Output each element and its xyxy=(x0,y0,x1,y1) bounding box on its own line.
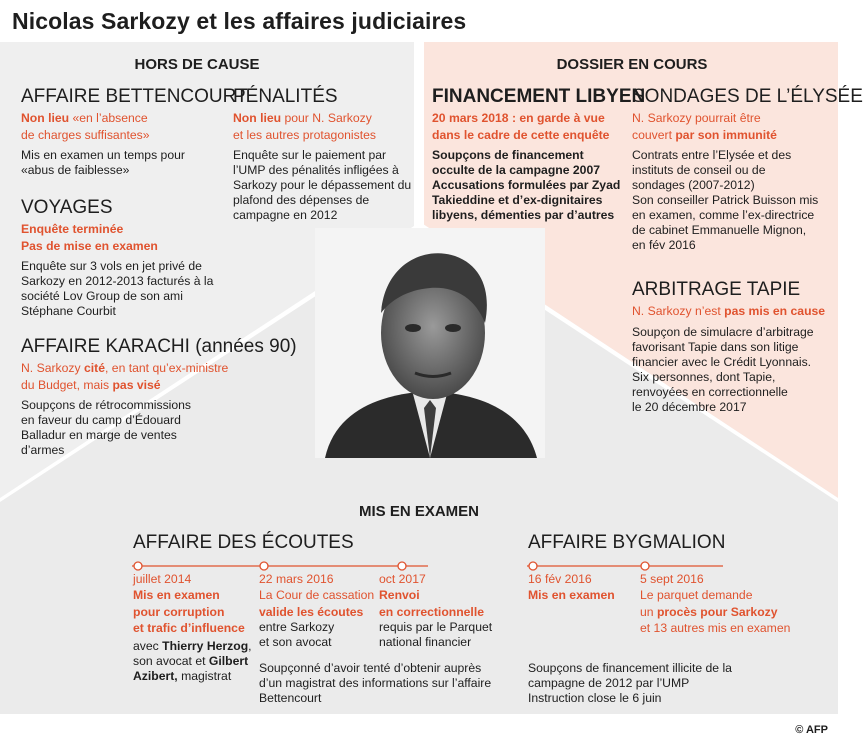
step-status: Mis en examen pour corruption et trafic d’influence xyxy=(133,588,245,635)
karachi-status: N. Sarkozy cité, en tant qu’ex-ministre du Budget, mais pas visé xyxy=(21,361,229,392)
voyages-block xyxy=(21,197,213,319)
step-body: avec Thierry Herzog, son avocat et Gilbert Azibert, magistrat xyxy=(133,638,252,683)
section-hors-de-cause: HORS DE CAUSE xyxy=(134,56,260,73)
sondages-body: Contrats entre l’Elysée et des instituts de conseil ou de sondages (2007-2012) Son conseiller Patrick Buisson mis en examen, comme l’ex-directrice de cabinet Emmanuelle Mignon, en fév 2016 xyxy=(632,148,819,252)
ecoutes-summary: Soupçonné d’avoir tenté d’obtenir auprès d’un magistrat des informations sur l’affaire Bettencourt xyxy=(259,661,492,705)
karachi-title: AFFAIRE KARACHI (années 90) xyxy=(21,336,297,357)
step-date: 5 sept 2016 xyxy=(640,572,704,586)
libyen-block xyxy=(432,86,645,223)
timeline-dot xyxy=(529,562,537,570)
timeline-dot xyxy=(398,562,406,570)
page-title: Nicolas Sarkozy et les affaires judiciaires xyxy=(12,8,467,34)
bygmalion-step-1 xyxy=(528,571,615,604)
ecoutes-step-3 xyxy=(379,571,492,650)
step-status: Mis en examen xyxy=(528,588,615,602)
bettencourt-body: Mis en examen un temps pour «abus de faiblesse» xyxy=(21,148,185,177)
step-body: requis par le Parquet national financier xyxy=(379,620,493,649)
bygmalion-summary: Soupçons de financement illicite de la campagne de 2012 par l’UMP Instruction close le 6 juin xyxy=(528,661,732,705)
karachi-block xyxy=(21,336,297,458)
sondages-block xyxy=(632,86,863,253)
timeline-dot xyxy=(260,562,268,570)
step-status: Le parquet demande un procès pour Sarkozy et 13 autres mis en examen xyxy=(640,588,791,635)
step-date: 22 mars 2016 xyxy=(259,572,334,586)
step-status: La Cour de cassation valide les écoutes xyxy=(259,588,375,619)
ecoutes-step-1 xyxy=(133,571,252,684)
ecoutes-title: AFFAIRE DES ÉCOUTES xyxy=(133,532,354,553)
timeline-dot xyxy=(134,562,142,570)
step-body: entre Sarkozy et son avocat xyxy=(259,620,335,649)
tapie-block xyxy=(632,279,825,415)
bettencourt-block xyxy=(21,86,248,178)
libyen-title: FINANCEMENT LIBYEN xyxy=(432,86,646,107)
voyages-title: VOYAGES xyxy=(21,197,113,218)
voyages-body: Enquête sur 3 vols en jet privé de Sarkozy en 2012-2013 facturés à la société Lov Group de son ami Stéphane Courbit xyxy=(21,259,214,318)
penalites-title: PÉNALITÉS xyxy=(233,86,338,107)
sondages-status: N. Sarkozy pourrait être couvert par son immunité xyxy=(632,111,777,142)
tapie-body: Soupçon de simulacre d’arbitrage favorisant Tapie dans son litige financier avec le Crédit Lyonnais. Six personnes, dont Tapie, renvoyées en correctionnelle le 20 décembre 2017 xyxy=(632,324,814,414)
divider-vertical xyxy=(414,42,424,228)
section-mis-en-examen: MIS EN EXAMEN xyxy=(358,503,479,520)
timeline-dot xyxy=(641,562,649,570)
libyen-body: Soupçons de financement occulte de la campagne 2007 Accusations formulées par Zyad Takieddine et d’ex-dignitaires libyens, démenties par d’autres xyxy=(432,148,621,222)
bygmalion-title: AFFAIRE BYGMALION xyxy=(528,532,726,553)
tapie-title: ARBITRAGE TAPIE xyxy=(632,279,801,300)
afp-credit: © AFP xyxy=(795,724,828,736)
penalites-block xyxy=(233,86,411,223)
step-date: juillet 2014 xyxy=(133,572,192,586)
tapie-status: N. Sarkozy n’est pas mis en cause xyxy=(632,304,826,318)
step-date: oct 2017 xyxy=(379,572,426,586)
section-dossier-en-cours: DOSSIER EN COURS xyxy=(556,56,708,73)
karachi-body: Soupçons de rétrocommissions en faveur du camp d’Édouard Balladur en marge de ventes d’armes xyxy=(21,398,192,457)
penalites-body: Enquête sur le paiement par l’UMP des pénalités infligées à Sarkozy pour le dépassement du plafond des dépenses de campagne en 2012 xyxy=(233,148,412,222)
voyages-status: Enquête terminée Pas de mise en examen xyxy=(21,222,158,253)
ecoutes-step-2 xyxy=(259,571,374,650)
penalites-status: Non lieu pour N. Sarkozy et les autres protagonistes xyxy=(233,111,376,142)
sarkozy-portrait xyxy=(315,228,545,458)
bygmalion-step-2 xyxy=(640,571,790,637)
bettencourt-status: Non lieu «en l’absence de charges suffisantes» xyxy=(21,111,150,142)
libyen-status: 20 mars 2018 : en garde à vue dans le cadre de cette enquête xyxy=(432,111,610,142)
step-date: 16 fév 2016 xyxy=(528,572,592,586)
sondages-title: SONDAGES DE L’ÉLYSÉE xyxy=(632,86,863,107)
bettencourt-title: AFFAIRE BETTENCOURT xyxy=(21,86,248,107)
step-status: Renvoi en correctionnelle xyxy=(379,588,484,619)
